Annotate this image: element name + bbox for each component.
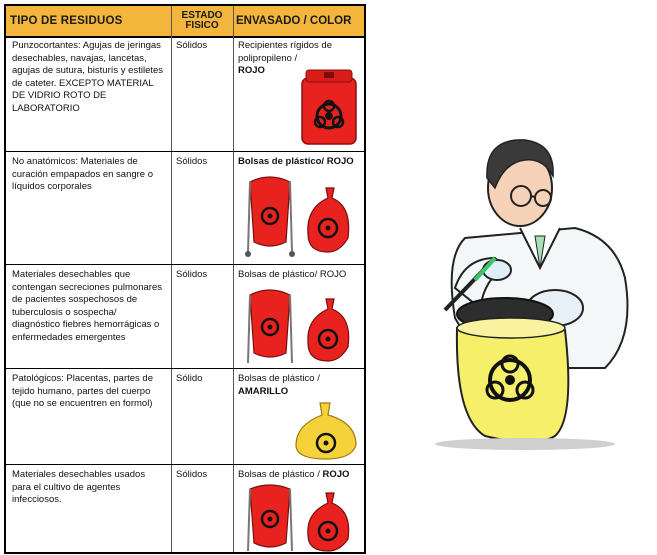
row-state: Sólidos	[176, 469, 208, 480]
row-type: No anatómicos: Materiales de curación empapados en sangre o líquidos corporales	[12, 156, 154, 193]
row-type: Patológicos: Placentas, partes de tejido humano, partes del cuerpo (que no se encuentren en formol)	[12, 373, 154, 410]
row-type: Punzocortantes: Agujas de jeringas desechables, navajas, lancetas, agujas de sutura, bisturís y estiletes de cateter. EXCEPTO MATERIAL DE VIDRIO ROTO DE LABORATORIO	[12, 40, 164, 114]
waste-table	[4, 4, 366, 554]
row-packaging	[238, 373, 363, 398]
header-state-line1: ESTADO	[181, 10, 223, 21]
packaging-color: AMARILLO	[238, 385, 289, 397]
packaging-color: ROJO	[322, 469, 350, 480]
packaging-color: ROJO	[326, 156, 354, 167]
table-row	[6, 465, 364, 552]
red-biohazard-bags-icon	[242, 483, 362, 553]
row-state: Sólidos	[176, 269, 208, 280]
row-type: Materiales desechables que contengan secreciones pulmonares de pacientes sospechosos de tuberculosis o sospecha/ diagnóstico fiebres hemorrágicas o enfermedades emergentes	[12, 269, 162, 343]
packaging-color: ROJO	[319, 269, 347, 280]
red-biohazard-bags-icon	[242, 172, 362, 258]
red-sharps-container-icon	[296, 68, 361, 146]
table-header	[6, 6, 364, 38]
packaging-color: ROJO	[238, 65, 265, 77]
row-state: Sólidos	[176, 156, 208, 167]
header-packaging: ENVASADO / COLOR	[236, 15, 352, 27]
header-state	[176, 6, 228, 36]
row-state: Sólido	[176, 373, 203, 384]
row-packaging	[238, 156, 363, 169]
packaging-text: Bolsas de plástico /	[238, 469, 320, 480]
scientist-biohazard-icon	[425, 118, 655, 454]
row-state: Sólidos	[176, 40, 208, 51]
table-row	[6, 265, 364, 369]
row-packaging	[238, 269, 363, 282]
packaging-text: Recipientes rígidos de polipropileno /	[238, 40, 332, 64]
header-type: TIPO DE RESIDUOS	[10, 15, 123, 27]
packaging-text: Bolsas de plástico/	[238, 156, 325, 167]
packaging-text: Bolsas de plástico /	[238, 373, 320, 384]
yellow-biohazard-bag-icon	[290, 401, 362, 461]
header-state-line2: FISICO	[185, 20, 219, 31]
row-type: Materiales desechables usados para el cultivo de agentes infecciosos.	[12, 469, 146, 506]
row-packaging	[238, 469, 363, 482]
packaging-text: Bolsas de plástico/	[238, 269, 318, 280]
table-row	[6, 369, 364, 465]
table-row	[6, 36, 364, 152]
red-biohazard-bags-icon	[242, 287, 362, 367]
table-row	[6, 152, 364, 265]
